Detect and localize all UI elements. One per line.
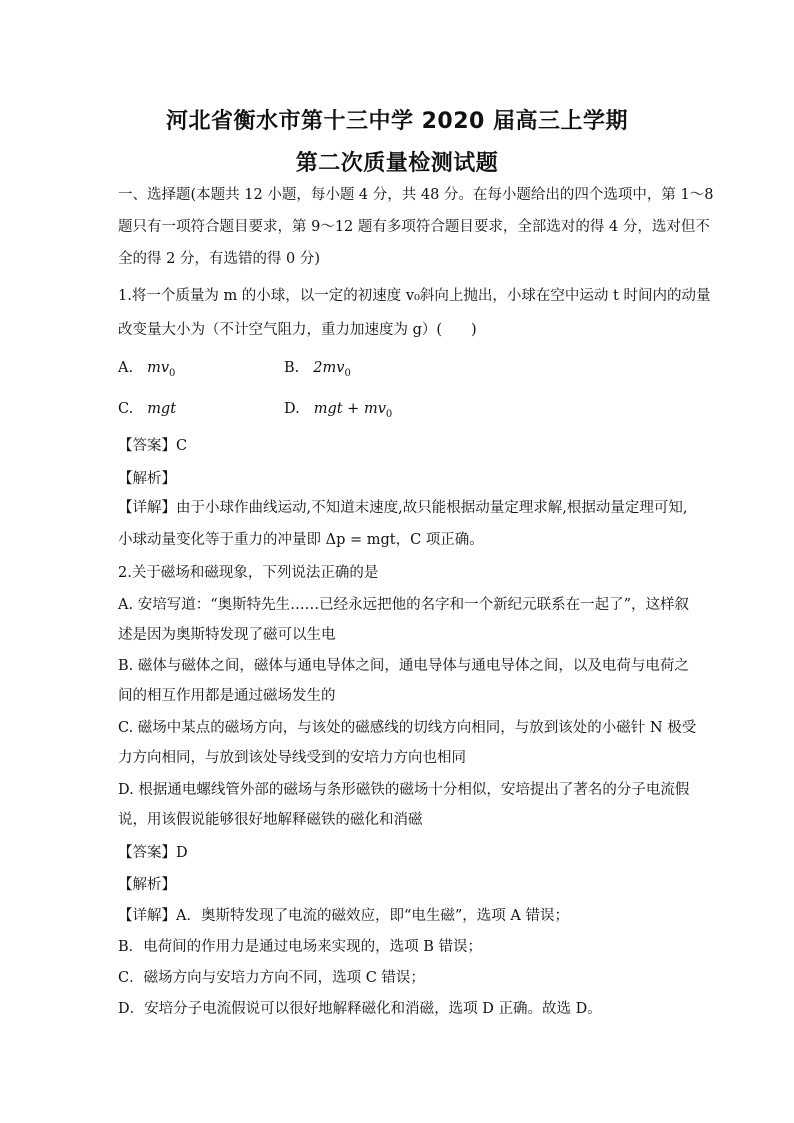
document-title-line1: 河北省衡水市第十三中学 2020 届高三上学期: [165, 109, 629, 134]
question-2-stem: 2.关于磁场和磁现象，下列说法正确的是: [118, 565, 379, 581]
question-2-detail: C．磁场方向与安培力方向不同，选项 C 错误；: [118, 970, 425, 986]
question-2-detail: D．安培分子电流假说可以很好地解释磁化和消磁，选项 D 正确。故选 D。: [118, 1001, 602, 1017]
question-1-option-a: [118, 358, 175, 384]
document-title-line2: 第二次质量检测试题: [295, 151, 499, 176]
question-2-detail: B．电荷间的作用力是通过电场来实现的，选项 B 错误；: [118, 939, 483, 955]
question-1-option-c: [118, 399, 176, 419]
section-intro-line: 一、选择题(本题共 12 小题，每小题 4 分，共 48 分。在每小题给出的四个选项中，第 1～8: [118, 187, 714, 203]
question-2-answer: 【答案】D: [118, 845, 188, 861]
question-1-option-b: [284, 358, 351, 384]
question-1-detail: 【详解】由于小球作曲线运动,不知道末速度,故只能根据动量定理求解,根据动量定理可知,: [118, 500, 688, 516]
question-2-option-line: B. 磁体与磁体之间，磁体与通电导体之间，通电导体与通电导体之间，以及电荷与电荷之: [118, 658, 689, 674]
option-letter: A.: [118, 360, 134, 376]
question-1-detail: 小球动量变化等于重力的冲量即 Δp = mgt，C 项正确。: [118, 532, 484, 548]
section-intro-line: 题只有一项符合题目要求，第 9～12 题有多项符合题目要求，全部选对的得 4 分，选对但不: [118, 219, 710, 235]
question-2-detail: 【详解】A．奥斯特发现了电流的磁效应，即“电生磁”，选项 A 错误；: [118, 908, 569, 924]
question-2-option-line: 述是因为奥斯特发现了磁可以生电: [118, 627, 336, 643]
question-2-option-line: 说，用该假说能够很好地解释磁铁的磁化和消磁: [118, 812, 423, 828]
option-expression: $mv_0$: [147, 360, 176, 379]
question-2-option-line: 力方向相同，与放到该处导线受到的安培力方向也相同: [118, 750, 466, 766]
option-letter: B.: [284, 360, 300, 376]
question-2-option-line: D. 根据通电螺线管外部的磁场与条形磁铁的磁场十分相似，安培提出了著名的分子电流假: [118, 782, 690, 798]
option-letter: D.: [284, 401, 300, 417]
question-2-option-line: 间的相互作用都是通过磁场发生的: [118, 688, 336, 704]
option-letter: C.: [118, 401, 134, 417]
option-expression: mgt: [147, 401, 177, 417]
question-1-answer: 【答案】C: [118, 438, 188, 454]
question-1-stem: 1.将一个质量为 m 的小球，以一定的初速度 v₀斜向上抛出，小球在空中运动 t 时间内的动量: [118, 288, 711, 304]
question-2-analysis-label: 【解析】: [118, 877, 176, 893]
question-2-option-line: C. 磁场中某点的磁场方向，与该处的磁感线的切线方向相同，与放到该处的小磁针 N 极受: [118, 720, 697, 736]
question-1-option-d: [284, 399, 392, 425]
section-intro-line: 全的得 2 分，有选错的得 0 分): [118, 251, 321, 267]
option-expression: mgt + $mv_0$: [313, 401, 393, 420]
option-expression: $2mv_0$: [313, 360, 351, 379]
question-1-stem: 改变量大小为（不计空气阻力，重力加速度为 g）( ): [118, 322, 477, 338]
question-1-analysis-label: 【解析】: [118, 471, 176, 487]
question-2-option-line: A. 安培写道：“奥斯特先生……已经永远把他的名字和一个新纪元联系在一起了”，这样叙: [118, 597, 690, 613]
